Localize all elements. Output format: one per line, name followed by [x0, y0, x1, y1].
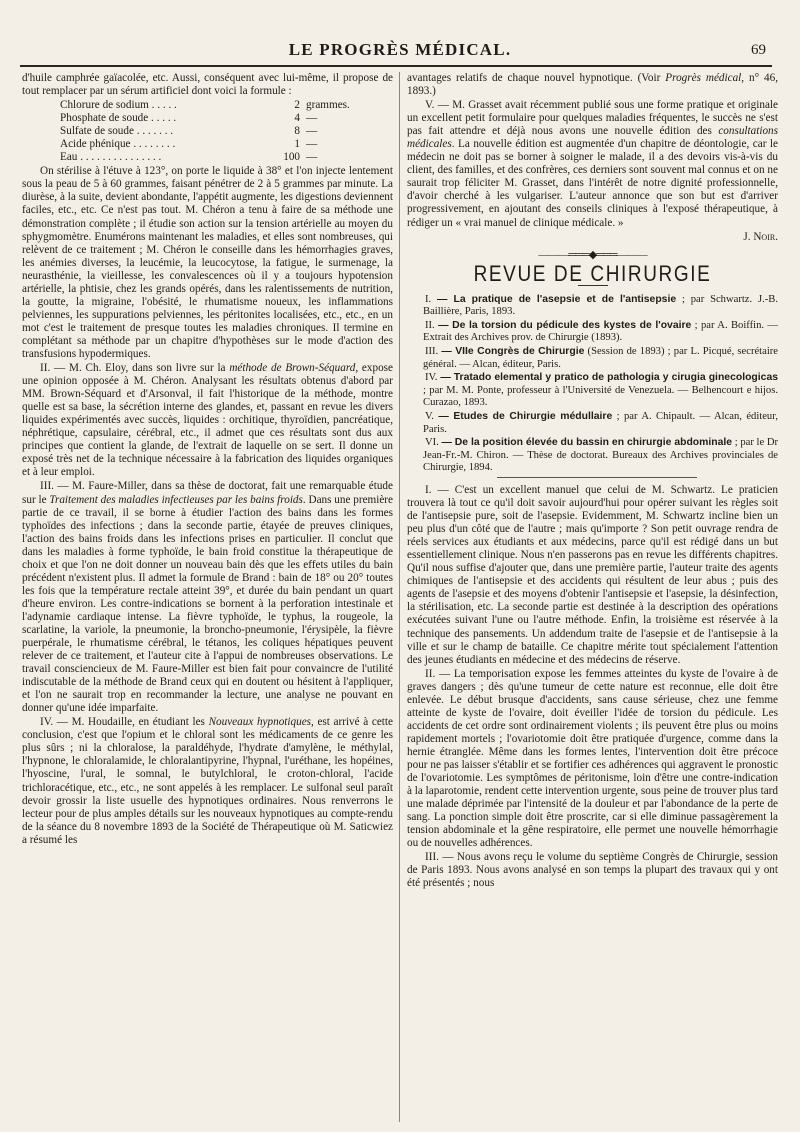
serum-formula	[22, 99, 393, 164]
ingredient-unit: —	[306, 125, 318, 138]
ingredient-unit: —	[306, 151, 318, 164]
thesis-title: Traitement des maladies infectieuses par les bains froids	[49, 493, 303, 506]
ingredient-unit: grammes.	[306, 99, 350, 112]
ingredient-qty: 100	[283, 151, 300, 164]
paragraph: V. — M. Grasset avait récemment publié sous une forme pratique et originale un excellent petit formulaire pour quelques maladies fréquentes, le succès ne s'est pas fait attendre et déjà nous avons une nouvelle édition des consultations médicales. La nouvelle édition est augmentée d'un chapitre de déontologie, car le médecin ne doit pas se borner à soigner le malade, il a des devoirs vis-à-vis du client, des familles, et des confrères, ces derniers sont souvent mal connus et on ne saurait trop féliciter M. Grasset, dans l'intérêt de notre dignité professionnelle, d'avoir cherché à les vulgariser. L'auteur annonce que son but est d'arriver progressivement, en ajoutant des conseils cliniques à l'exposé thérapeutique, à rédiger un « vrai manuel de clinique médicale. »	[407, 99, 778, 229]
left-column	[22, 72, 393, 848]
header-rule	[20, 65, 772, 67]
journal-title: LE PROGRÈS MÉDICAL.	[288, 40, 512, 59]
book-title: Nouveaux hypnotiques	[208, 716, 312, 729]
bibliography-entry: V. — Etudes de Chirurgie médullaire ; par A. Chipault. — Alcan, éditeur, Paris.	[423, 411, 778, 435]
bibliography-entry: IV. — Tratado elemental y pratico de pathologia y cirugia ginecologicas ; par M. M. Ponte, professeur à l'Université de Venezuela. — Belhencourt e hijos. Curazao, 1893.	[423, 372, 779, 409]
formula-row	[22, 112, 393, 125]
ingredient-name: Phosphate de soude . . . . .	[60, 112, 177, 125]
ingredient-qty: 2	[294, 99, 300, 112]
column-divider	[399, 72, 400, 1122]
formula-row	[22, 99, 393, 112]
book-title: méthode de Brown-Séquard	[229, 362, 356, 375]
ingredient-unit: —	[306, 138, 318, 151]
paragraph: avantages relatifs de chaque nouvel hypnotique. (Voir Progrès médical, n° 46, 1893.)	[407, 72, 778, 98]
paragraph: IV. — M. Houdaille, en étudiant les Nouveaux hypnotiques, est arrivé à cette conclusion, c'est que l'opium et le chloral sont les médicaments de ce genre les plus sûrs ; ni la chloralose, la paraldéhyde, l'hydrate d'amylène, le méthylal, l'hypnone, le chloralamide, le chloralantipyrine, l'hypnal, l'uréthane, les hopéines, l'hyoscine, l'ural, le somnal, le butylchloral, le croton-chloral, l'acide trichloracétique, etc., etc., ne sont appelés à les remplacer. Le sulfonal seul paraît devoir grossir la liste usuelle des hypnotiques ordinaires. Nous renverrons le lecteur pour de plus amples détails sur les nouveaux hypnotiques au compte-rendu de la séance du 8 novembre 1893 de la Société de Thérapeutique où M. Saticwiez a résumé les	[22, 716, 393, 846]
ingredient-name: Acide phénique . . . . . . . .	[60, 138, 176, 151]
paragraph: III. — M. Faure-Miller, dans sa thèse de doctorat, fait une remarquable étude sur le Traitement des maladies infectieuses par les bains froids. Dans une première partie de ce travail, il se borne à étudier l'action des bains dans les formes typhoïdes des infections ; dans la seconde partie, étayée de preuves cliniques, l'action des bains froids dans les infections prises en particulier. Il conclut que dans les maladies à forme typhoïde, le bain froid constitue la thérapeutique de choix et que l'on ne doit donner un nouveau bain dès que les effets utiles du bain précédent n'existent plus. Il admet la formule de Brand : bain de 18° ou 20° toutes les fois que la température rectale atteint 39°, et durée du bain pendant un quart d'heure environ. Les contre-indications se bornent à la perforation intestinale et l'adynamie cardiaque intense. La fièvre typhoïde, le typhus, la rougeole, la scarlatine, la variole, la pneumonie, la broncho-pneumonie, l'érysipèle, la fièvre puerpérale, le rhumatisme cérébral, le tétanos, les coliques hépatiques peuvent relever de ce traitement, et l'auteur cite à l'appui de nombreuses observations. Le travail consciencieux de M. Faure-Miller est bien fait pour convaincre de l'utilité indiscutable de la méthode de Brand ceux qui en doutent ou hésitent à l'appliquer, et l'on ne saurait trop en recommander la lecture, une analyse ne pouvant en donner qu'une idée imparfaite.	[22, 480, 393, 715]
journal-reference: Progrès médical	[665, 72, 742, 84]
paragraph: II. — La temporisation expose les femmes atteintes du kyste de l'ovaire à de graves dangers ; dès qu'une tumeur de cette nature est reconnue, elle doit être enlevée. Le début brusque d'accidents, sans cause sérieuse, chez une femme atteinte de kyste de l'ovaire, doit éveiller l'idée de torsion du pédicule. Les accidents de cet ordre sont ordinairement violents ; ils peuvent être plus ou moins rapidement mortels ; l'ovariotomie doit être pratiquée d'urgence, comme dans la hernie étranglée. Même dans les formes lentes, l'intervention doit être précoce pour ne pas laisser s'établir et se fortifier ces adhérences qui aggravent le pronostic de l'ovariotomie. Les symptômes de péritonisme, loin d'être une contre-indication à la laparotomie, rendent cette intervention urgente, sous peine de trouver plus tard une malade déprimée par l'intensité de la douleur et par l'abondance de la perte de sang. La ponction simple doit être proscrite, car si elle diminue passagèrement la tension abdominale et la gêne respiratoire, elle permet une nouvelle hémorrhagie ou de nouvelles adhérences.	[407, 667, 778, 850]
ingredient-qty: 8	[294, 125, 300, 138]
page-number: 69	[751, 42, 766, 58]
ingredient-name: Chlorure de sodium . . . . .	[60, 99, 177, 112]
bibliography-entry: I. — La pratique de l'asepsie et de l'antisepsie ; par Schwartz. J.-B. Baillière, Paris, 1893.	[423, 293, 778, 318]
book-title: consultations médicales	[407, 125, 778, 151]
ornament-divider: ———═══◆═══———	[538, 248, 647, 261]
section-title: REVUE DE CHIRURGIE	[473, 262, 712, 287]
bibliography-entry: VI. — De la position élevée du bassin en chirurgie abdominale ; par le Dr Jean-Fr.-M. Chiron. — Thèse de doctorat. Bureaux des Archives provinciales de Chirurgie, 1894.	[423, 437, 779, 474]
right-column	[407, 72, 778, 891]
formula-row	[22, 151, 393, 164]
ingredient-name: Eau . . . . . . . . . . . . . . .	[60, 151, 162, 164]
bibliography-rule	[497, 477, 697, 478]
ingredient-qty: 4	[294, 112, 300, 125]
bibliography-entry: III. — VIIe Congrès de Chirurgie (Session de 1893) ; par L. Picqué, secrétaire général. — Alcan, éditeur, Paris.	[423, 346, 778, 370]
page-header	[0, 34, 800, 64]
paragraph: II. — M. Ch. Eloy, dans son livre sur la méthode de Brown-Séquard, expose une opinion opposée à M. Chéron. Analysant les résultats obtenus d'abord par MM. Brown-Séquard et d'Arsonval, il fait l'historique de la méthode, montre quelle est sa base, la sécrétion interne des glandes, et, passant en revue les divers liquides expérimentés avec succès, liquides : orchitique, thyroïdien, pancréatique, néphrétique, capsulaire, cérébral, etc., il admet que ces résultats sont dus aux principes que contient la glande, de l'extrait de laquelle on se sert. Il donne un exposé très net de la technique nécessaire à la fabrication des liquides organiques et à leur emploi.	[22, 362, 394, 479]
author-signature: J. Noir.	[743, 230, 778, 243]
paragraph: III. — Nous avons reçu le volume du septième Congrès de Chirurgie, session de Paris 1893. Nous avons analysé en son temps la plupart des travaux qui y ont été présentés ; nous	[407, 851, 778, 890]
ingredient-unit: —	[306, 112, 318, 125]
formula-row	[22, 125, 393, 138]
paragraph: I. — C'est un excellent manuel que celui de M. Schwartz. Le praticien trouvera là tout ce qu'il doit savoir aujourd'hui pour opérer suivant les règles soit de l'antisepsie pure, soit de l'asepsie. Evidemment, M. Schwartz incline bien un peu plus d'un côté que de l'autre ; mais qu'importe ? Son petit ouvrage rendra de réels services aux étudiants et aux médecins, parce qu'il est rédigé dans un but essentiellement clinique. Nous n'en passerons pas en revue les différents chapitres. Qu'il nous suffise d'ajouter que, dans une première partie, l'auteur traite des agents chimiques de l'antisepsie et des accidents qui résultent de leur abus ; puis des agents de l'asepsie et des moyens d'obtenir l'antisepsie et l'asepsie, la désinfection, la stérilisation, etc. La seconde partie est destinée à la description des opérations exécutées suivant l'une ou l'autre méthode. Enfin, la troisième est réservée à la technique des pansements. Un addendum traite de l'asepsie et de l'antisepsie à la ville et sur le champ de bataille. Ce chapitre mérite tout spécialement l'attention des jeunes étudiants en médecine et des médecins de réserve.	[407, 484, 778, 666]
paragraph: d'huile camphrée gaïacolée, etc. Aussi, conséquent avec lui-même, il propose de tout remplacer par un sérum artificiel dont voici la formule :	[22, 72, 393, 98]
ingredient-name: Sulfate de soude . . . . . . .	[60, 125, 174, 138]
bibliography-entry: II. — De la torsion du pédicule des kystes de l'ovaire ; par A. Boiffin. — Extrait des Archives prov. de Chirurgie (1893).	[423, 319, 778, 344]
ingredient-qty: 1	[294, 138, 300, 151]
paragraph: On stérilise à l'étuve à 123°, on porte le liquide à 38° et l'on injecte lentement sous la peau de 5 à 60 grammes, faisant pénétrer de 2 à 5 grammes par minute. La diurèse, à la suite, devient abondante, l'appétit augmente, les digestions deviennent faciles, etc., etc. Ce n'est pas tout. M. Chéron a tenu à faire de sa méthode une démonstration complète ; il étudie son action sur la tension artérielle au moyen du sphygmomètre. Enumérons maintenant les maladies, et elles sont nombreuses, qui relèvent de ce traitement ; M. Chéron le conseille dans les hémorrhagies graves, les anémies diverses, la leucémie, la leucocytose, la fatigue, le surmenage, la neurasthénie, la vieillesse, les convalescences où il y a toujours hypotension artérielle, la phtisie, chez les grands opérés, dans les ralentissements de nutrition, la goutte, la migraine, l'obésité, le rhumatisme noueux, les inflammations pelviennes, les suppurations pelviennes, les péritonites localisées, etc., etc., en un mot c'est le traitement de presque toutes les maladies chroniques. Il termine en complétant sa méthode par un chapitre d'hypothèses sur le mode d'action des transfusions hypodermiques.	[22, 165, 393, 360]
formula-row	[22, 138, 393, 151]
